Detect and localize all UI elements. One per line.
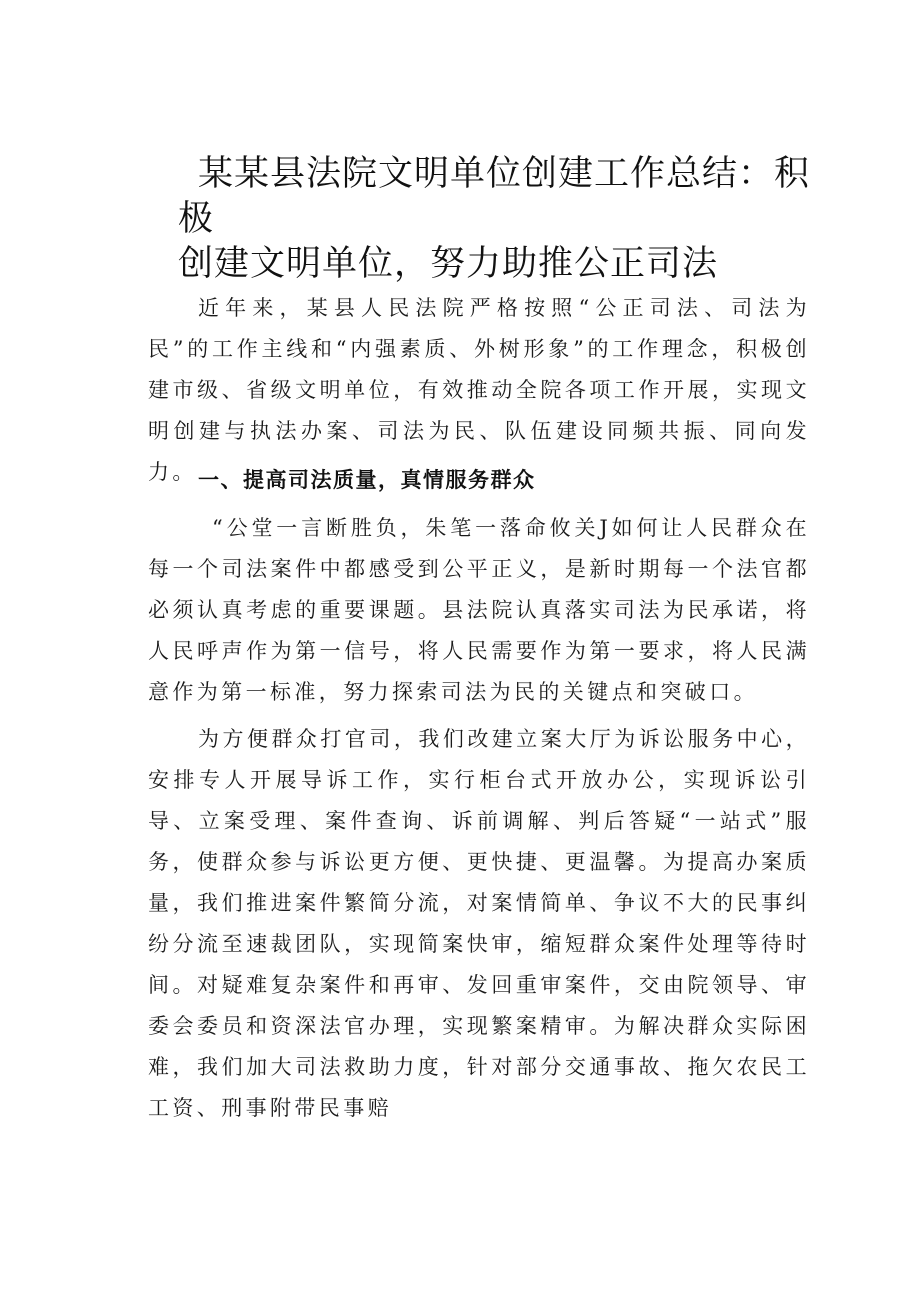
section1-paragraph-2: 为方便群众打官司，我们改建立案大厅为诉讼服务中心，安排专人开展导诉工作，实行柜台式开放办公，实现诉讼引导、立案受理、案件查询、诉前调解、判后答疑“一站式”服务，使群众参与诉讼更方便、更快捷、更温馨。为提高办案质量，我们推进案件繁简分流，对案情简单、争议不大的民事纠纷分流至速裁团队，实现简案快审，缩短群众案件处理等待时间。对疑难复杂案件和再审、发回重审案件，交由院领导、审委会委员和资深法官办理，实现繁案精审。为解决群众实际困难，我们加大司法救助力度，针对部分交通事故、拖欠农民工工资、刑事附带民事赔 [148, 727, 810, 1120]
intro-paragraph: 近年来，某县人民法院严格按照“公正司法、司法为民”的工作主线和“内强素质、外树形象”的工作理念，积极创建市级、省级文明单位，有效推动全院各项工作开展，实现文明创建与执法办案、司法为民、队伍建设同频共振、同向发力。 [148, 296, 810, 484]
document-title [178, 152, 818, 287]
section-heading-1: 一、提高司法质量，真情服务群众 [198, 468, 536, 492]
title-line-2: 创建文明单位，努力助推公正司法 [178, 244, 719, 284]
section1-paragraph-1: “公堂一言断胜负，朱笔一落命攸关J如何让人民群众在每一个司法案件中都感受到公平正义，是新时期每一个法官都必须认真考虑的重要课题。县法院认真落实司法为民承诺，将人民呼声作为第一信号，将人民需要作为第一要求，将人民满意作为第一标准，努力探索司法为民的关键点和突破口。 [148, 516, 810, 704]
title-line-1: 某某县法院文明单位创建工作总结：积极 [178, 154, 811, 239]
